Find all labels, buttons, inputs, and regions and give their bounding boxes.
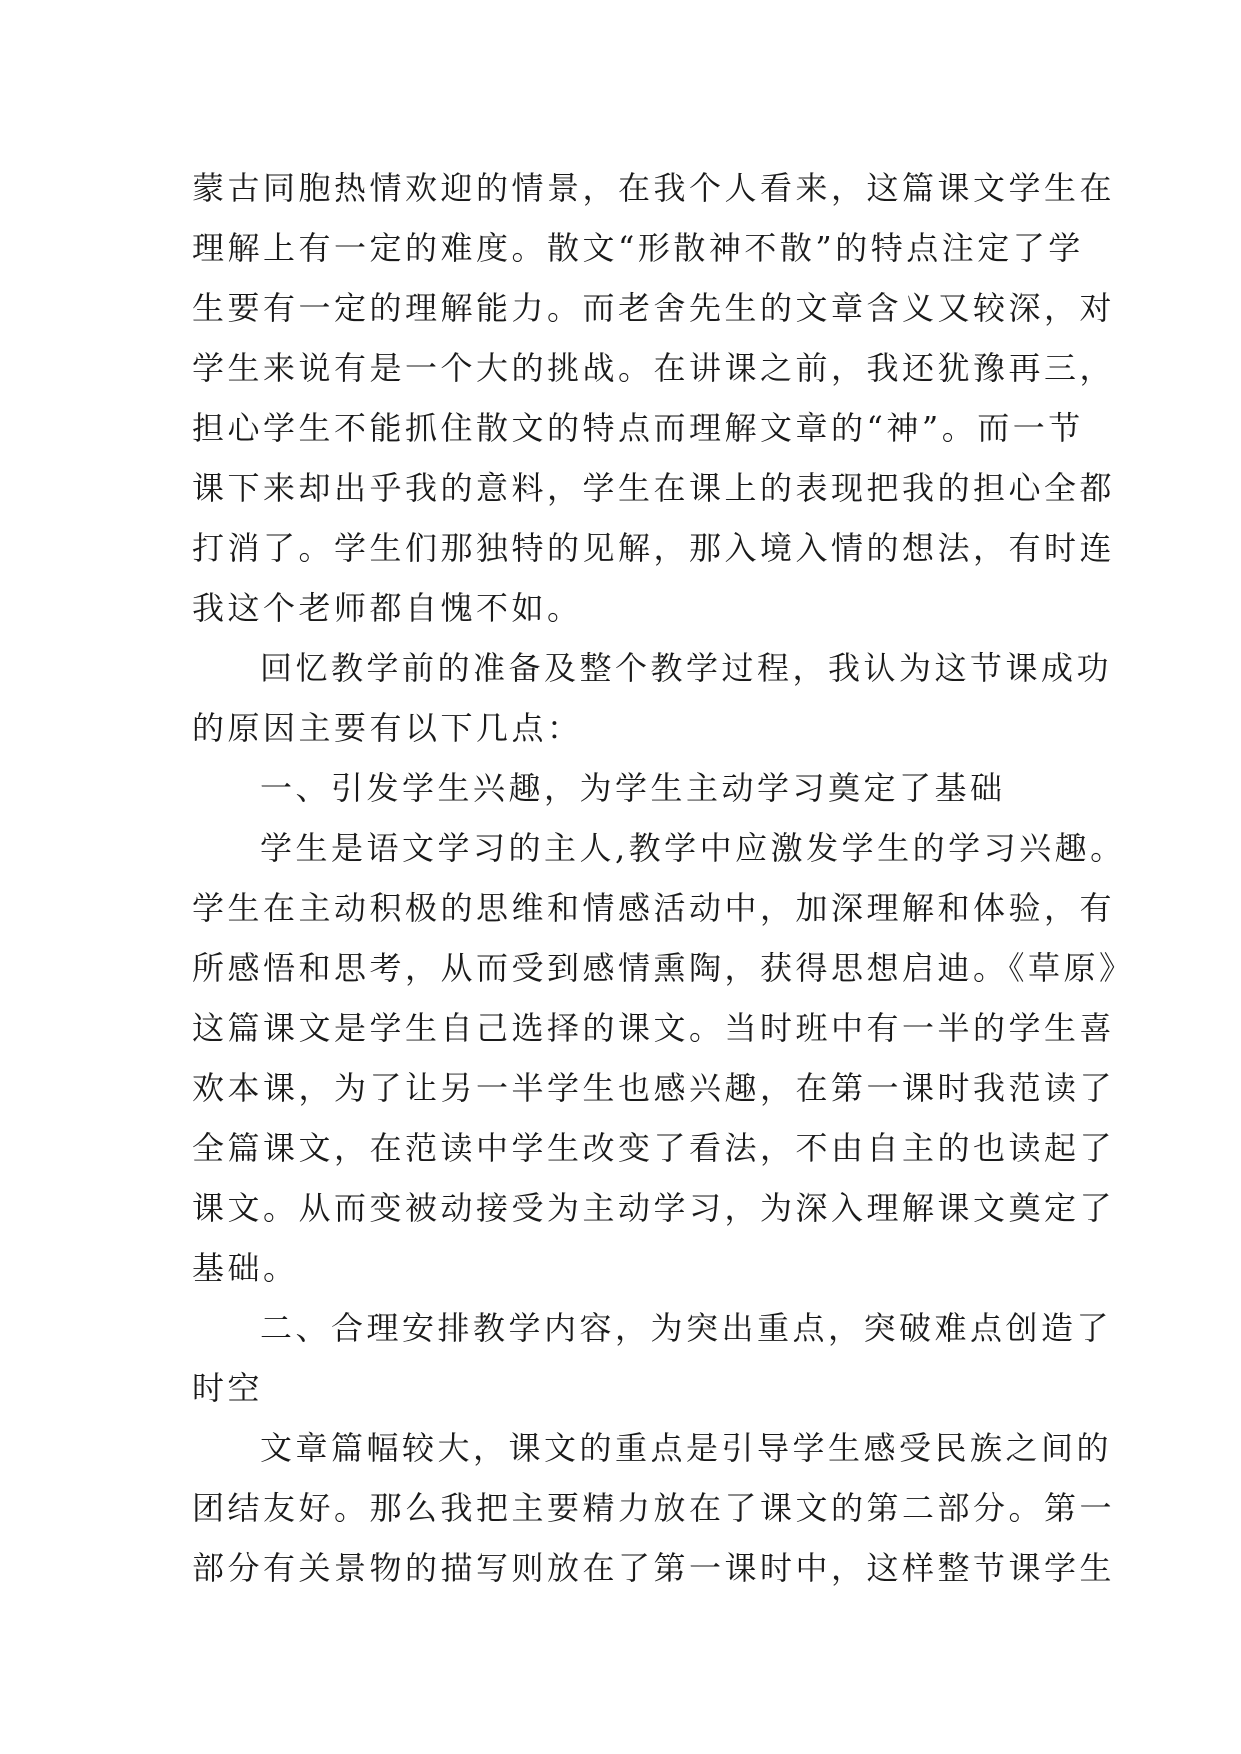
text-line: 课文。从而变被动接受为主动学习，为深入理解课文奠定了	[192, 1189, 1116, 1227]
text-line: 团结友好。那么我把主要精力放在了课文的第二部分。第一	[192, 1489, 1116, 1527]
text-line: 学生在主动积极的思维和情感活动中，加深理解和体验，有	[192, 889, 1116, 927]
text-line: 全篇课文，在范读中学生改变了看法，不由自主的也读起了	[192, 1129, 1116, 1167]
text-line: 蒙古同胞热情欢迎的情景，在我个人看来，这篇课文学生在	[192, 169, 1116, 207]
text-line: 学生是语文学习的主人,教学中应激发学生的学习兴趣。	[260, 829, 1126, 867]
document-body	[192, 158, 1135, 1598]
text-line: 的原因主要有以下几点：	[192, 709, 583, 747]
text-line: 回忆教学前的准备及整个教学过程，我认为这节课成功	[260, 649, 1113, 687]
text-line: 生要有一定的理解能力。而老舍先生的文章含义又较深，对	[192, 289, 1116, 327]
text-line: 欢本课，为了让另一半学生也感兴趣，在第一课时我范读了	[192, 1069, 1116, 1107]
text-line: 打消了。学生们那独特的见解，那入境入情的想法，有时连	[192, 529, 1116, 567]
text-line: 时空	[192, 1369, 264, 1407]
text-line: 一、引发学生兴趣，为学生主动学习奠定了基础	[260, 769, 1006, 807]
text-line: 这篇课文是学生自己选择的课文。当时班中有一半的学生喜	[192, 1009, 1116, 1047]
text-line: 理解上有一定的难度。散文“形散神不散”的特点注定了学	[192, 229, 1084, 267]
text-line: 学生来说有是一个大的挑战。在讲课之前，我还犹豫再三，	[192, 349, 1116, 387]
text-line: 课下来却出乎我的意料，学生在课上的表现把我的担心全都	[192, 469, 1116, 507]
text-line: 我这个老师都自愧不如。	[192, 589, 583, 627]
text-line: 所感悟和思考，从而受到感情熏陶，获得思想启迪。《草原》	[192, 949, 1135, 987]
text-line: 担心学生不能抓住散文的特点而理解文章的“神”。而一节	[192, 409, 1084, 447]
text-line: 二、合理安排教学内容，为突出重点，突破难点创造了	[260, 1309, 1113, 1347]
text-line: 部分有关景物的描写则放在了第一课时中，这样整节课学生	[192, 1549, 1116, 1587]
text-line: 基础。	[192, 1249, 299, 1287]
text-line: 文章篇幅较大，课文的重点是引导学生感受民族之间的	[260, 1429, 1113, 1467]
